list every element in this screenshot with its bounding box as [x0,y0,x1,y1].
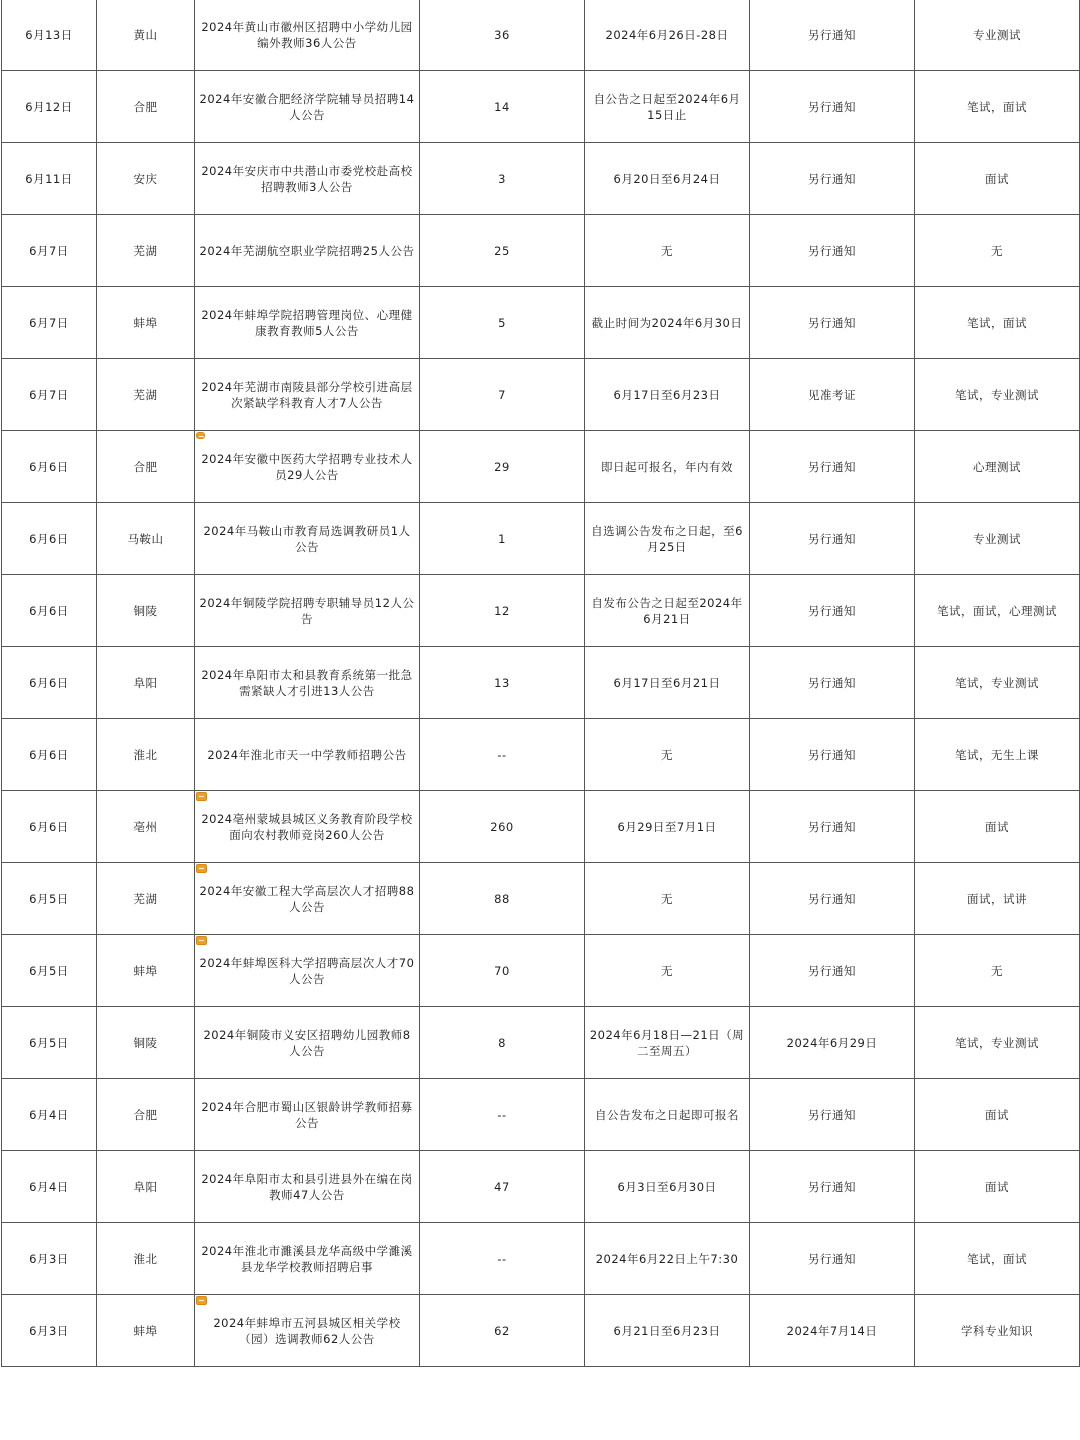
announcement-title-text: 2024年芜湖航空职业学院招聘25人公告 [199,243,415,258]
city-cell: 淮北 [97,1223,195,1295]
announcement-title-cell [195,503,420,575]
table-row [2,1223,1080,1295]
exam-time-cell: 2024年6月29日 [750,1007,915,1079]
bookmark-icon [196,432,205,439]
city-cell: 合肥 [97,71,195,143]
bookmark-icon [196,864,207,873]
table-row [2,1295,1080,1367]
exam-time-cell: 另行通知 [750,503,915,575]
exam-type-cell: 笔试，专业测试 [915,1007,1080,1079]
date-cell: 6月12日 [2,71,97,143]
registration-time-cell: 6月20日至6月24日 [585,143,750,215]
exam-time-cell: 另行通知 [750,1223,915,1295]
announcement-title-text: 2024年铜陵市义安区招聘幼儿园教师8人公告 [203,1027,411,1058]
table-row [2,575,1080,647]
date-cell: 6月7日 [2,215,97,287]
exam-time-cell: 另行通知 [750,215,915,287]
registration-time-cell: 6月29日至7月1日 [585,791,750,863]
date-cell: 6月11日 [2,143,97,215]
headcount-cell: 5 [420,287,585,359]
exam-time-cell: 见准考证 [750,359,915,431]
exam-type-cell: 面试 [915,143,1080,215]
recruitment-table [1,0,1080,1367]
table-row [2,719,1080,791]
table-row [2,431,1080,503]
date-cell: 6月6日 [2,575,97,647]
registration-time-cell: 6月17日至6月23日 [585,359,750,431]
exam-time-cell: 2024年7月14日 [750,1295,915,1367]
table-row [2,1079,1080,1151]
headcount-cell: 29 [420,431,585,503]
announcement-title-cell [195,575,420,647]
announcement-title-text: 2024年淮北市濉溪县龙华高级中学濉溪县龙华学校教师招聘启事 [201,1243,413,1274]
headcount-cell: 3 [420,143,585,215]
table-row [2,143,1080,215]
registration-time-cell: 无 [585,719,750,791]
date-cell: 6月5日 [2,863,97,935]
exam-type-cell: 学科专业知识 [915,1295,1080,1367]
exam-time-cell: 另行通知 [750,0,915,71]
table-row [2,359,1080,431]
exam-type-cell: 笔试，面试，心理测试 [915,575,1080,647]
announcement-title-text: 2024年蚌埠医科大学招聘高层次人才70人公告 [199,955,415,986]
registration-time-cell: 2024年6月18日—21日（周二至周五） [585,1007,750,1079]
date-cell: 6月6日 [2,503,97,575]
announcement-title-cell [195,431,420,503]
registration-time-cell: 无 [585,935,750,1007]
exam-type-cell: 笔试，专业测试 [915,647,1080,719]
announcement-title-cell [195,719,420,791]
exam-time-cell: 另行通知 [750,719,915,791]
table-row [2,287,1080,359]
announcement-title-cell [195,143,420,215]
headcount-cell: 12 [420,575,585,647]
announcement-title-cell [195,935,420,1007]
table-row [2,1151,1080,1223]
announcement-title-text: 2024年合肥市蜀山区银龄讲学教师招募公告 [201,1099,413,1130]
date-cell: 6月6日 [2,647,97,719]
table-row [2,215,1080,287]
headcount-cell: 14 [420,71,585,143]
announcement-title-cell [195,71,420,143]
table-body [2,0,1080,1367]
exam-time-cell: 另行通知 [750,935,915,1007]
announcement-title-text: 2024年阜阳市太和县教育系统第一批急需紧缺人才引进13人公告 [201,667,413,698]
exam-type-cell: 专业测试 [915,0,1080,71]
announcement-title-text: 2024年安徽合肥经济学院辅导员招聘14人公告 [199,91,415,122]
city-cell: 阜阳 [97,647,195,719]
city-cell: 铜陵 [97,1007,195,1079]
date-cell: 6月4日 [2,1079,97,1151]
date-cell: 6月4日 [2,1151,97,1223]
announcement-title-text: 2024年芜湖市南陵县部分学校引进高层次紧缺学科教育人才7人公告 [201,379,413,410]
registration-time-cell: 2024年6月26日-28日 [585,0,750,71]
headcount-cell: -- [420,1079,585,1151]
announcement-title-text: 2024年马鞍山市教育局选调教研员1人公告 [203,523,411,554]
exam-time-cell: 另行通知 [750,1079,915,1151]
registration-time-cell: 无 [585,863,750,935]
exam-type-cell: 笔试，面试 [915,71,1080,143]
exam-time-cell: 另行通知 [750,647,915,719]
exam-type-cell: 面试 [915,1151,1080,1223]
registration-time-cell: 无 [585,215,750,287]
city-cell: 合肥 [97,1079,195,1151]
date-cell: 6月7日 [2,359,97,431]
date-cell: 6月13日 [2,0,97,71]
announcement-title-cell [195,0,420,71]
announcement-title-text: 2024年蚌埠学院招聘管理岗位、心理健康教育教师5人公告 [201,307,413,338]
exam-type-cell: 无 [915,215,1080,287]
exam-type-cell: 笔试，面试 [915,287,1080,359]
table-row [2,0,1080,71]
announcement-title-cell [195,1079,420,1151]
exam-type-cell: 笔试，面试 [915,1223,1080,1295]
exam-time-cell: 另行通知 [750,863,915,935]
date-cell: 6月5日 [2,935,97,1007]
headcount-cell: 62 [420,1295,585,1367]
table-row [2,863,1080,935]
exam-time-cell: 另行通知 [750,287,915,359]
headcount-cell: 25 [420,215,585,287]
exam-time-cell: 另行通知 [750,431,915,503]
announcement-title-text: 2024亳州蒙城县城区义务教育阶段学校面向农村教师竞岗260人公告 [201,811,413,842]
bookmark-icon [196,792,207,801]
city-cell: 合肥 [97,431,195,503]
registration-time-cell: 2024年6月22日上午7:30 [585,1223,750,1295]
exam-time-cell: 另行通知 [750,1151,915,1223]
date-cell: 6月6日 [2,719,97,791]
announcement-title-text: 2024年铜陵学院招聘专职辅导员12人公告 [199,595,415,626]
exam-type-cell: 心理测试 [915,431,1080,503]
announcement-title-text: 2024年安徽工程大学高层次人才招聘88人公告 [199,883,415,914]
registration-time-cell: 自发布公告之日起至2024年6月21日 [585,575,750,647]
announcement-title-cell [195,287,420,359]
announcement-title-cell [195,1223,420,1295]
city-cell: 芜湖 [97,359,195,431]
city-cell: 芜湖 [97,215,195,287]
headcount-cell: -- [420,719,585,791]
date-cell: 6月3日 [2,1223,97,1295]
headcount-cell: 47 [420,1151,585,1223]
headcount-cell: 70 [420,935,585,1007]
announcement-title-cell [195,863,420,935]
date-cell: 6月5日 [2,1007,97,1079]
headcount-cell: 36 [420,0,585,71]
announcement-title-cell [195,1007,420,1079]
headcount-cell: 260 [420,791,585,863]
city-cell: 蚌埠 [97,1295,195,1367]
announcement-title-cell [195,1295,420,1367]
table-row [2,1007,1080,1079]
headcount-cell: -- [420,1223,585,1295]
city-cell: 马鞍山 [97,503,195,575]
table-row [2,935,1080,1007]
announcement-title-text: 2024年阜阳市太和县引进县外在编在岗教师47人公告 [201,1171,413,1202]
announcement-title-text: 2024年安庆市中共潜山市委党校赴高校招聘教师3人公告 [201,163,413,194]
table-row [2,71,1080,143]
headcount-cell: 1 [420,503,585,575]
exam-type-cell: 面试，试讲 [915,863,1080,935]
exam-type-cell: 面试 [915,1079,1080,1151]
table-row [2,647,1080,719]
bookmark-icon [196,936,207,945]
city-cell: 蚌埠 [97,935,195,1007]
city-cell: 安庆 [97,143,195,215]
exam-type-cell: 专业测试 [915,503,1080,575]
city-cell: 黄山 [97,0,195,71]
registration-time-cell: 自公告发布之日起即可报名 [585,1079,750,1151]
date-cell: 6月3日 [2,1295,97,1367]
exam-type-cell: 笔试，无生上课 [915,719,1080,791]
table-row [2,791,1080,863]
announcement-title-text: 2024年淮北市天一中学教师招聘公告 [207,747,407,762]
registration-time-cell: 自选调公告发布之日起，至6月25日 [585,503,750,575]
table-row [2,503,1080,575]
announcement-title-cell [195,359,420,431]
registration-time-cell: 自公告之日起至2024年6月15日止 [585,71,750,143]
exam-type-cell: 笔试，专业测试 [915,359,1080,431]
exam-time-cell: 另行通知 [750,791,915,863]
bookmark-icon [196,1296,207,1305]
city-cell: 蚌埠 [97,287,195,359]
announcement-title-cell [195,1151,420,1223]
exam-type-cell: 面试 [915,791,1080,863]
registration-time-cell: 6月21日至6月23日 [585,1295,750,1367]
date-cell: 6月6日 [2,431,97,503]
exam-time-cell: 另行通知 [750,143,915,215]
announcement-title-text: 2024年蚌埠市五河县城区相关学校（园）选调教师62人公告 [213,1315,401,1346]
city-cell: 芜湖 [97,863,195,935]
city-cell: 淮北 [97,719,195,791]
headcount-cell: 13 [420,647,585,719]
date-cell: 6月7日 [2,287,97,359]
date-cell: 6月6日 [2,791,97,863]
exam-time-cell: 另行通知 [750,71,915,143]
headcount-cell: 8 [420,1007,585,1079]
registration-time-cell: 截止时间为2024年6月30日 [585,287,750,359]
registration-time-cell: 6月3日至6月30日 [585,1151,750,1223]
exam-time-cell: 另行通知 [750,575,915,647]
exam-type-cell: 无 [915,935,1080,1007]
announcement-title-cell [195,215,420,287]
registration-time-cell: 即日起可报名，年内有效 [585,431,750,503]
city-cell: 铜陵 [97,575,195,647]
headcount-cell: 7 [420,359,585,431]
announcement-title-text: 2024年安徽中医药大学招聘专业技术人员29人公告 [201,451,413,482]
city-cell: 亳州 [97,791,195,863]
city-cell: 阜阳 [97,1151,195,1223]
announcement-title-cell [195,647,420,719]
announcement-title-cell [195,791,420,863]
registration-time-cell: 6月17日至6月21日 [585,647,750,719]
headcount-cell: 88 [420,863,585,935]
announcement-title-text: 2024年黄山市徽州区招聘中小学幼儿园编外教师36人公告 [201,19,413,50]
